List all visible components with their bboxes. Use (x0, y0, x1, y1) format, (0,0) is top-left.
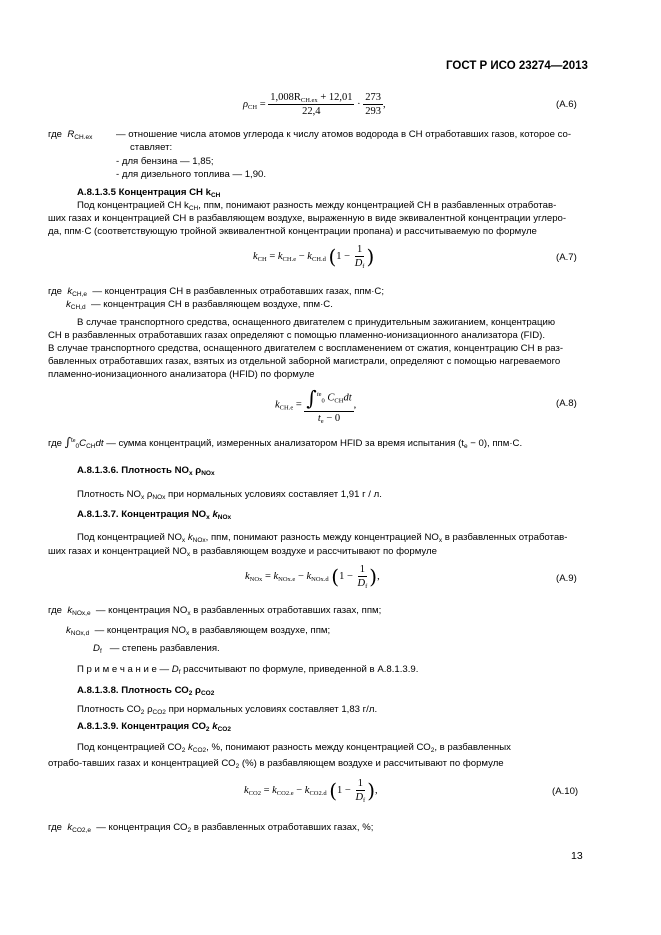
page-number: 13 (571, 850, 583, 862)
where-a7-line2: $k_{CH,d}$ — концентрация СН в разбавляющем воздухе, ппм·С. (66, 299, 333, 311)
fraction: $\frac{1}{D_f}$ (354, 244, 365, 270)
standard-header: ГОСТ Р ИСО 23274—2013 (446, 60, 588, 72)
paragraph-line: Под концентрацией СН $k_{CH}$, ппм, понимают разность между концентрацией СН в разбавленных отработав- (77, 200, 557, 212)
fraction: $\frac{1}{D_f}$ (355, 778, 366, 804)
paragraph-line: ших газах и концентрацией СН в разбавляющем воздухе, выраженную в виде эквивалентной концентрации углеро- (48, 213, 567, 224)
where-a9-line1: где $k_{NOx,e}$ — концентрация $NO_x$ в разбавленных отработавших газах, ппм; (48, 605, 382, 617)
equation-a6: $\rho_{CH}$ = $\frac{1,008R_{CH.ex} + 12,01}{22,4}$ · $\frac{273}{293}$ , (243, 92, 386, 117)
section-heading: А.8.1.3.5 Концентрация СН $k_{CH}$ (77, 187, 221, 199)
where-a10-line1: где $k_{CO2,e}$ — концентрация $СО_2$ в разбавленных отработавших газах, %; (48, 822, 374, 834)
paragraph-line: да, ппм·С (соответствующую тройной эквивалентной концентрации пропана) и рассчитываемую по формуле (48, 226, 537, 237)
section-heading: А.8.1.3.6. Плотность $NO_x$ $\rho_{NOx}$ (77, 465, 215, 477)
equation-a7: $k_{CH} = k_{CH.e} - k_{CH.d}$ (1 − $\frac{1}{D_f}$ ) (253, 244, 375, 270)
definition-text: ставляет: (130, 142, 173, 153)
list-item: - для бензина — 1,85; (116, 156, 214, 167)
section-heading: А.8.1.3.9. Концентрация $СО_2$ $k_{CO2}$ (77, 721, 231, 733)
where-a9-line2: $k_{NOx,d}$ — концентрация $NO_x$ в разбавляющем воздухе, ппм; (66, 625, 331, 637)
section-heading: А.8.1.3.7. Концентрация $NO_x$ $k_{NOx}$ (77, 509, 232, 521)
equation-a10: $k_{CO2} = k_{CO2.e} - k_{CO2.d}$ (1 − $\frac{1}{D_f}$ ), (244, 778, 378, 804)
equation-number: (A.9) (556, 573, 577, 584)
paragraph-line: Под концентрацией $NO_x$ $k_{NOx}$, ппм, понимают разность между концентрацией $NO_x$ в разбавленных отработав- (77, 532, 568, 544)
equation-number: (A.6) (556, 99, 577, 110)
section-heading: А.8.1.3.8. Плотность $СО_2$ $\rho_{CO2}$ (77, 685, 215, 697)
paragraph-line: ших газах и концентрацией $NO_x$ в разбавляющем воздухе и рассчитывают по формуле (48, 546, 437, 558)
equation-number: (A.8) (556, 398, 577, 409)
where-a6: где $R_{CH.ex}$ (48, 129, 93, 141)
paragraph-line: Под концентрацией $СО_2$ $k_{CO2}$, %, понимают разность между концентрацией $СО_2$, в разбавленных (77, 742, 511, 754)
definition-text: — отношение числа атомов углерода к числу атомов водорода в СН отработавших газов, которое со- (116, 129, 572, 140)
equation-number: (A.10) (552, 786, 579, 797)
paragraph-line: СН в разбавленных отработавших газах определяют с помощью пламенно-ионизационного анализатора (FID). (48, 330, 545, 341)
where-a7-line1: где $k_{CH,e}$ — концентрация СН в разбавленных отработавших газах, ппм·С; (48, 286, 385, 298)
paragraph-line: Плотность $NO_x$ $\rho_{NOx}$ при нормальных условиях составляет 1,91 г / л. (77, 489, 382, 501)
fraction: $\frac{273}{293}$ (365, 92, 381, 117)
paragraph-line: отрабо-тавших газах и концентрацией $СО_2$ (%) в разбавляющем воздухе и рассчитывают по формуле (48, 758, 504, 770)
where-a8: где $\int^{te}_0C_{CH}dt$ — сумма концентраций, измеренных анализатором HFID за время испытания $(t_e - 0)$, ппм·С. (48, 435, 523, 450)
equation-a8: $k_{CH.e}$ = $\frac{\int^{te}_0 C_{CH}dt}{t_e - 0}$ , (275, 386, 357, 425)
paragraph-line: В случае транспортного средства, оснащенного двигателем с принудительным зажиганием, концентрацию (77, 317, 556, 328)
equation-number: (A.7) (556, 252, 577, 263)
paragraph-line: бавленных отработавших газах, взятых из отдельной заборной магистрали, определяют с помощью нагреваемого (48, 356, 561, 367)
paragraph-line: Плотность $СО_2$ $\rho_{CO2}$ при нормальных условиях составляет 1,83 г/л. (77, 704, 378, 716)
note: П р и м е ч а н и е — $D_f$ рассчитывают по формуле, приведенной в А.8.1.3.9. (77, 664, 419, 676)
fraction: $\frac{1,008R_{CH.ex} + 12,01}{22,4}$ (270, 92, 353, 117)
paragraph-line: пламенно-ионизационного анализатора (HFID) по формуле (48, 369, 315, 380)
fraction: $\frac{\int^{te}_0 C_{CH}dt}{t_e - 0}$ (306, 386, 352, 425)
paragraph-line: В случае транспортного средства, оснащенного двигателем с воспламенением от сжатия, концентрацию СН в раз- (48, 343, 564, 354)
equation-a9: $k_{NOx} = k_{NOx.e} - k_{NOx.d}$ (1 − $\frac{1}{D_f}$ ), (245, 564, 380, 590)
fraction: $\frac{1}{D_f}$ (357, 564, 368, 590)
where-a9-line3: $D_f$ — степень разбавления. (93, 643, 220, 655)
list-item: - для дизельного топлива — 1,90. (116, 169, 267, 180)
